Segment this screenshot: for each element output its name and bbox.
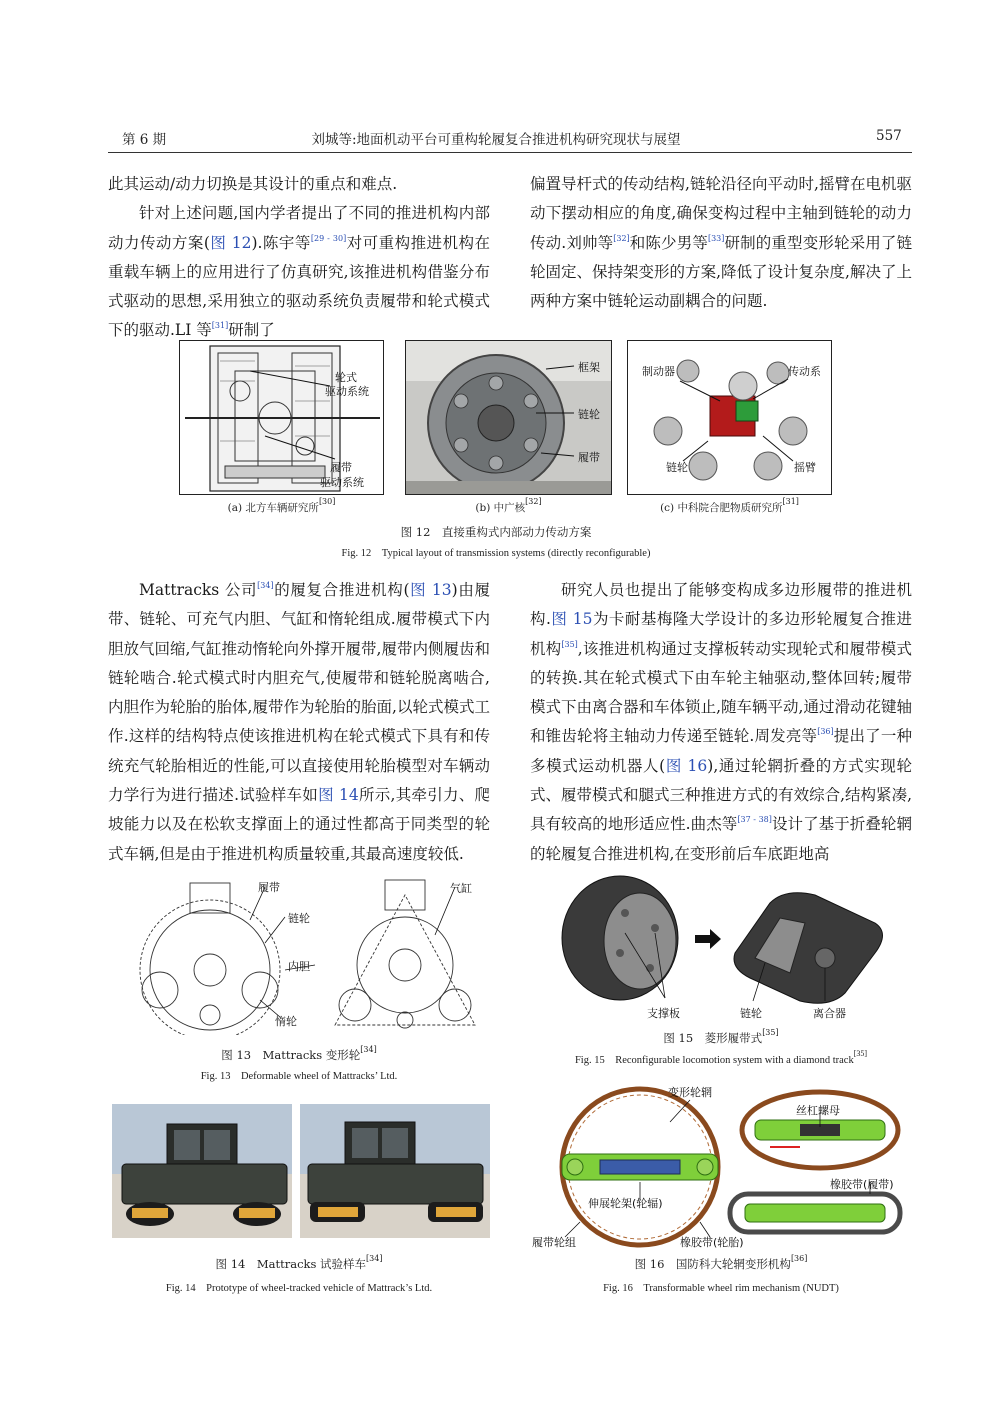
fig13-link[interactable]: 图 13 xyxy=(409,581,452,599)
fig12c-label: 链轮 xyxy=(666,461,688,474)
fig14-link[interactable]: 图 14 xyxy=(318,786,359,805)
fig16-caption-en: Fig. 16 Transformable wheel rim mechanism (NUDT) xyxy=(603,1283,839,1294)
fig15-caption-en: Fig. 15 Reconfigurable locomotion system with a diamond track[35] xyxy=(574,1049,868,1066)
fig16-image xyxy=(530,1082,912,1252)
fig12a-image xyxy=(179,340,384,495)
fig12b-label: 链轮 xyxy=(578,408,600,421)
left-column-top xyxy=(108,170,490,346)
fig15-label: 链轮 xyxy=(740,1007,762,1020)
fig15-label: 支撑板 xyxy=(647,1007,680,1020)
citation[interactable]: [34] xyxy=(257,581,274,590)
fig16-label: 橡胶带(轮胎) xyxy=(680,1236,744,1249)
citation[interactable]: [36] xyxy=(817,727,834,737)
fig12a-label: 驱动系统 xyxy=(325,385,369,398)
fig13-label: 履带 xyxy=(258,881,280,894)
fig16-caption-cn: 图 16 国防科大轮辋变形机构[36] xyxy=(634,1254,808,1271)
fig12b-image xyxy=(405,340,612,495)
fig14-photo-left xyxy=(112,1104,292,1238)
fig13-label: 链轮 xyxy=(288,912,310,925)
fig12c-label: 制动器 xyxy=(642,365,675,378)
fig12b-label: 履带 xyxy=(578,451,600,464)
right-column-mid xyxy=(530,576,912,869)
running-title: 刘城等:地面机动平台可重构轮履复合推进机构研究现状与展望 xyxy=(311,132,681,148)
fig13-image xyxy=(125,875,485,1035)
fig12a-subcaption: (a) 北方车辆研究所[30] xyxy=(227,497,336,514)
citation[interactable]: [33] xyxy=(707,233,725,243)
fig13-caption-cn: 图 13 Mattracks 变形轮[34] xyxy=(221,1045,377,1062)
fig12-caption-cn: 图 12 直接重构式内部动力传动方案 xyxy=(400,525,592,539)
header-rule xyxy=(108,152,912,153)
citation[interactable]: [35] xyxy=(561,639,578,649)
paragraph: 此其运动/动力切换是其设计的重点和难点. xyxy=(108,175,398,193)
fig12c-subcaption: (c) 中科院合肥物质研究所[31] xyxy=(660,497,799,514)
fig14-caption-cn: 图 14 Mattracks 试验样车[34] xyxy=(215,1254,383,1271)
paragraph: 研究人员也提出了能够变构成多边形履带的推进机构.图 15为卡耐基梅隆大学设计的多边形轮履复合推进机构[35],该推进机构通过支撑板转动实现轮式和履带模式的转换.其在轮式模式下由车轮主轴驱动,整体回转;履带模式下由离合器和车体锁止,随车辆平动,通过滑动花键轴和锥齿轮将主轴动力传递至链轮.周发亮等[36]提出了一种多模式运动机器人(图 16),通过轮辋折叠的方式实现轮式、履带模式和腿式三种推进方式的有效综合,结构紧凑,具有较高的地形适应性.曲杰等[37 - 38]设计了基于折叠轮辋的轮履复合推进机构,在变形前后车底距地高 xyxy=(530,581,912,863)
fig15-caption-cn: 图 15 菱形履带式[35] xyxy=(663,1028,779,1045)
fig12c-label: 传动系 xyxy=(788,365,821,378)
fig12-caption-en: Fig. 12 Typical layout of transmission systems (directly reconfigurable) xyxy=(341,548,651,559)
fig12a-label: 履带 xyxy=(330,461,352,474)
paragraph: Mattracks 公司[34]的履复合推进机构(图 13)由履带、链轮、可充气内胆、气缸和惰轮组成.履带模式下内胆放气回缩,气缸推动惰轮向外撑开履带,履带内侧履齿和链轮啮合.轮式模式时内胆充气,使履带和链轮脱离啮合,内胆作为轮胎的胎体,履带作为轮胎的胎面,以轮式模式工作.这样的结构特点使该推进机构在轮式模式下具有和传统充气轮胎相近的性能,可以直接使用轮胎模型对车辆动力学行为进行描述.试验样车如图 14所示,其牵引力、爬坡能力以及在松软支撑面上的通过性都高于同类型的轮式车辆,但是由于推进机构质量较重,其最高速度较低. xyxy=(108,581,490,863)
fig16-label: 橡胶带(履带) xyxy=(830,1178,894,1191)
fig12c-label: 摇臂 xyxy=(794,461,816,474)
fig13-label: 内胆 xyxy=(288,960,310,973)
page-number: 557 xyxy=(876,128,902,144)
fig14-caption-en: Fig. 14 Prototype of wheel-tracked vehicle of Mattrack’s Ltd. xyxy=(165,1283,433,1294)
fig12b-subcaption: (b) 中广核[32] xyxy=(475,497,542,514)
citation[interactable]: [32] xyxy=(613,233,630,243)
paragraph: 针对上述问题,国内学者提出了不同的推进机构内部动力传动方案(图 12).陈宇等[29 - 30]对可重构推进机构在重载车辆上的应用进行了仿真研究,该推进机构借鉴分布式驱动的思想,采用独立的驱动系统负责履带和轮式模式下的驱动.LI 等[31]研制了 xyxy=(108,204,490,340)
issue-number: 第 6 期 xyxy=(122,132,167,148)
fig16-label: 伸展轮架(轮辐) xyxy=(588,1197,663,1210)
left-column-mid xyxy=(108,576,490,869)
fig15-image xyxy=(555,873,895,1023)
fig13-caption-en: Fig. 13 Deformable wheel of Mattracks’ Ltd. xyxy=(200,1071,398,1082)
fig14-photo-right xyxy=(300,1104,490,1238)
citation[interactable]: [31] xyxy=(211,321,229,331)
fig12b-label: 框架 xyxy=(578,361,600,374)
fig12c-image xyxy=(627,340,832,495)
fig12a-label: 轮式 xyxy=(335,371,357,384)
citation[interactable]: [29 - 30] xyxy=(310,233,347,243)
fig13-label: 惰轮 xyxy=(275,1015,297,1028)
fig15-label: 离合器 xyxy=(813,1007,846,1020)
fig16-label: 丝杠螺母 xyxy=(796,1104,840,1117)
fig15-link[interactable]: 图 15 xyxy=(550,610,593,629)
fig12a-label: 驱动系统 xyxy=(320,476,364,489)
fig13-label: 气缸 xyxy=(450,882,472,895)
right-column-top xyxy=(530,170,912,316)
citation[interactable]: [37 - 38] xyxy=(737,815,772,825)
fig16-link[interactable]: 图 16 xyxy=(665,756,708,775)
paragraph: 偏置导杆式的传动结构,链轮沿径向平动时,摇臂在电机驱动下摆动相应的角度,确保变构过程中主轴到链轮的动力传动.刘帅等[32]和陈少男等[33]研制的重型变形轮采用了链轮固定、保持架变形的方案,降低了设计复杂度,解决了上两种方案中链轮运动副耦合的问题. xyxy=(530,175,912,311)
fig16-label: 变形轮辋 xyxy=(668,1086,712,1099)
fig16-label: 履带轮组 xyxy=(532,1236,576,1249)
fig12-link[interactable]: 图 12 xyxy=(209,233,252,252)
